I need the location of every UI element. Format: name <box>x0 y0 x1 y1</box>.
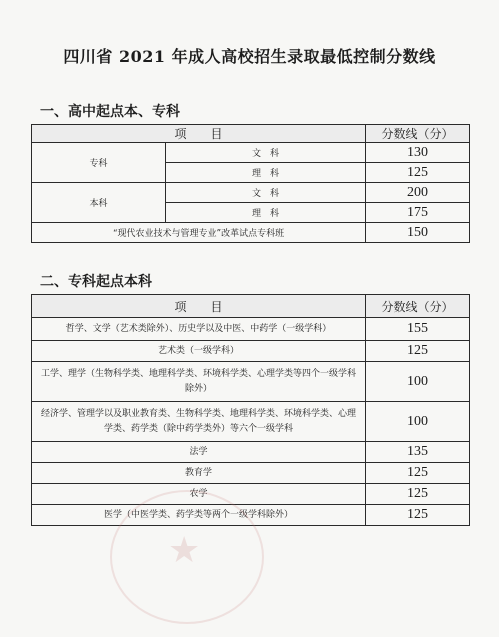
item-cell: 经济学、管理学以及职业教育类、生物科学类、地理科学类、环境科学类、心理学类、药学类（除中药学类外）等六个一级学科 <box>32 402 366 442</box>
item-cell: 法学 <box>32 442 366 463</box>
score-table-associate <box>31 294 470 526</box>
section-heading-1: 一、高中起点本、专科 <box>40 104 180 120</box>
score-cell: 130 <box>366 143 470 163</box>
table-row <box>32 223 470 243</box>
score-cell: 135 <box>366 442 470 463</box>
table-row <box>32 442 470 463</box>
item-cell: 农学 <box>32 484 366 505</box>
item-cell: 教育学 <box>32 463 366 484</box>
score-table-high-school <box>31 124 470 243</box>
sub-cell: 文 科 <box>166 143 366 163</box>
header-score: 分数线（分） <box>366 125 470 143</box>
table-row <box>32 362 470 402</box>
table-row <box>32 341 470 362</box>
item-cell: 艺术类（一级学科） <box>32 341 366 362</box>
sub-cell: 理 科 <box>166 163 366 183</box>
item-cell: 医学（中医学类、药学类等两个一级学科除外） <box>32 505 366 526</box>
score-cell: 125 <box>366 163 470 183</box>
table-row <box>32 143 470 163</box>
category-cell: 本科 <box>32 183 166 223</box>
category-cell: 专科 <box>32 143 166 183</box>
table-row <box>32 318 470 341</box>
table-row <box>32 463 470 484</box>
seal-star-icon: ★ <box>168 530 201 571</box>
table-row <box>32 505 470 526</box>
header-item: 项 目 <box>32 295 366 318</box>
table-header-row <box>32 125 470 143</box>
header-score: 分数线（分） <box>366 295 470 318</box>
score-cell: 200 <box>366 183 470 203</box>
score-cell: 150 <box>366 223 470 243</box>
table-row <box>32 402 470 442</box>
score-cell: 125 <box>366 484 470 505</box>
header-item: 项 目 <box>32 125 366 143</box>
sub-cell: 文 科 <box>166 183 366 203</box>
page-title: 四川省 2021 年成人高校招生录取最低控制分数线 <box>63 47 436 66</box>
score-cell: 175 <box>366 203 470 223</box>
section-heading-2: 二、专科起点本科 <box>40 274 152 290</box>
item-cell: 工学、理学（生物科学类、地理科学类、环境科学类、心理学类等四个一级学科除外） <box>32 362 366 402</box>
table-row <box>32 484 470 505</box>
table-header-row <box>32 295 470 318</box>
score-cell: 125 <box>366 341 470 362</box>
score-cell: 125 <box>366 463 470 484</box>
item-cell: “现代农业技术与管理专业”改革试点专科班 <box>32 223 366 243</box>
score-cell: 125 <box>366 505 470 526</box>
sub-cell: 理 科 <box>166 203 366 223</box>
item-cell: 哲学、文学（艺术类除外）、历史学以及中医、中药学（一级学科） <box>32 318 366 341</box>
score-cell: 100 <box>366 402 470 442</box>
score-cell: 155 <box>366 318 470 341</box>
score-cell: 100 <box>366 362 470 402</box>
table-row <box>32 183 470 203</box>
